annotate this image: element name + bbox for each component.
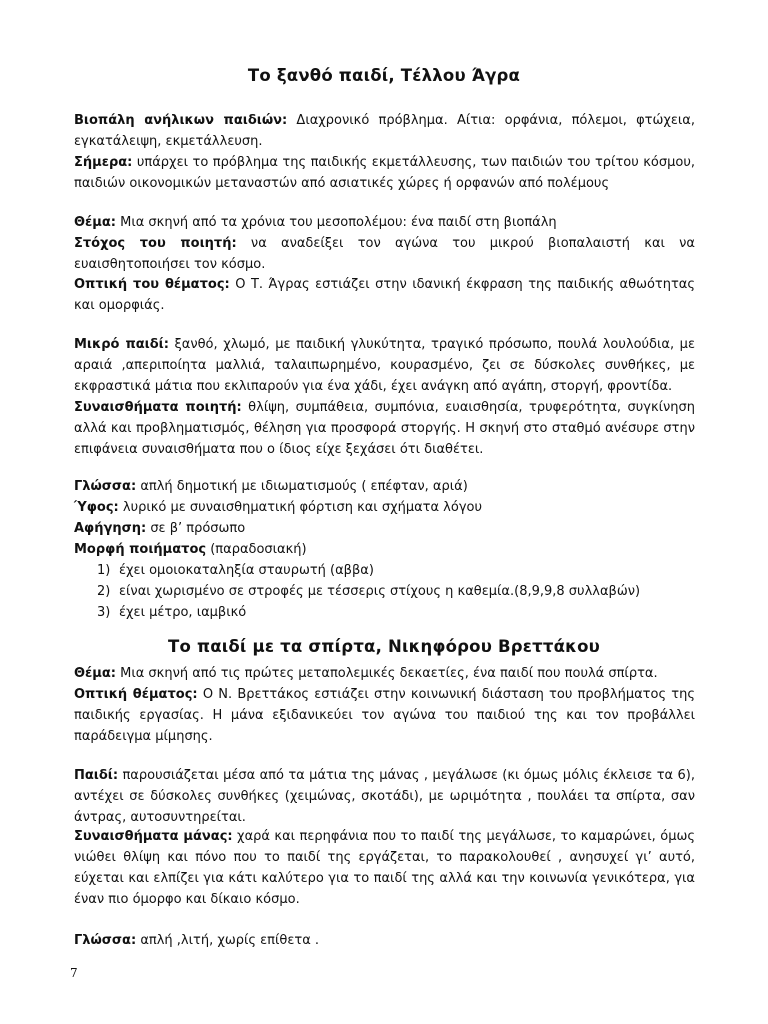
paragraph-text: Ο Ν. Βρεττάκος εστιάζει στην κοινωνική διάσταση του προβλήματος της παιδικής εργασίας. Η μάνα εξιδανικεύει τον αγώνα του παιδιού της και τον προβάλλει παράδειγμα μίμησης. xyxy=(74,687,695,744)
paragraph-synaisthimata-manas xyxy=(74,826,695,910)
paragraph-text: Ο Τ. Άγρας εστιάζει στην ιδανική έκφραση της παιδικής αθωότητας και ομορφιάς. xyxy=(74,277,696,313)
paragraph-label: Στόχος του ποιητή: xyxy=(74,236,237,251)
section-title-xantho-paidi: Το ξανθό παιδί, Τέλλου Άγρα xyxy=(247,66,521,85)
paragraph-text: απλή δημοτική με ιδιωματισμούς ( επέφταν, αριά) xyxy=(136,479,468,494)
paragraph-glossa-2 xyxy=(74,930,695,951)
paragraph-thema xyxy=(74,212,695,233)
paragraph-label: Γλώσσα: xyxy=(74,933,137,948)
paragraph-label: Οπτική θέματος: xyxy=(74,687,198,702)
list-text: είναι χωρισμένο σε στροφές με τέσσερις στίχους η καθεμία.(8,9,9,8 συλλαβών) xyxy=(119,584,641,599)
paragraph-text: ξανθό, χλωμό, με παιδική γλυκύτητα, τραγικό πρόσωπο, πουλά λουλούδια, με αραιά ,απεριποίητα μαλλιά, ταλαιπωρημένο, κουρασμένο, ζει σε δύσκολες συνθήκες, με εκφραστικά μάτια που εκλιπαρούν για ένα χάδι, έχει ανάγκη από αγάπη, στοργή, φροντίδα. xyxy=(74,337,695,394)
paragraph-label: Ύφος: xyxy=(74,500,119,515)
paragraph-thema-2 xyxy=(74,663,695,684)
paragraph-label: Συναισθήματα μάνας: xyxy=(74,829,233,844)
paragraph-label: Μικρό παιδί: xyxy=(74,337,169,352)
section-title-paidi-me-ta-spirta: Το παιδί με τα σπίρτα, Νικηφόρου Βρεττάκου xyxy=(168,637,600,656)
paragraph-viopali xyxy=(74,110,695,152)
paragraph-optiki xyxy=(74,274,695,316)
paragraph-afigisi xyxy=(74,518,695,539)
paragraph-paidi xyxy=(74,765,695,828)
page-number: 7 xyxy=(70,966,78,980)
paragraph-label: Θέμα: xyxy=(74,666,116,681)
paragraph-optiki-2 xyxy=(74,684,695,747)
paragraph-yfos xyxy=(74,497,695,518)
list-number: 1) xyxy=(97,563,111,578)
list-number: 3) xyxy=(97,605,111,620)
paragraph-stochos xyxy=(74,233,695,275)
paragraph-label: Οπτική του θέματος: xyxy=(74,277,230,292)
paragraph-text: θλίψη, συμπάθεια, συμπόνια, ευαισθησία, τρυφερότητα, συγκίνηση αλλά και προβληματισμός, θέληση για προσφορά στοργής. Η σκηνή στο σταθμό ανέσυρε στην επιφάνεια συναισθήματα που ο ίδιος είχε ξεχάσει ότι διαθέτει. xyxy=(74,400,695,457)
paragraph-text: (παραδοσιακή) xyxy=(206,542,307,557)
paragraph-label: Παιδί: xyxy=(74,768,119,783)
paragraph-label: Βιοπάλη ανήλικων παιδιών: xyxy=(74,113,288,128)
list-item xyxy=(97,560,697,581)
paragraph-glossa xyxy=(74,476,695,497)
paragraph-morfi xyxy=(74,539,695,560)
paragraph-text: Μια σκηνή από τις πρώτες μεταπολεμικές δεκαετίες, ένα παιδί που πουλά σπίρτα. xyxy=(115,666,658,681)
paragraph-text: παρουσιάζεται μέσα από τα μάτια της μάνας , μεγάλωσε (κι όμως μόλις έκλεισε τα 6), αντέχει σε δύσκολες συνθήκες (χειμώνας, σκοτάδι), με ωριμότητα , πουλάει τα σπίρτα, σαν άντρας, αυτοσυντηρείται. xyxy=(74,768,695,825)
paragraph-text: υπάρχει το πρόβλημα της παιδικής εκμετάλλευσης, των παιδιών του τρίτου κόσμου, παιδιών οικονομικών μεταναστών από ασιατικές χώρες ή ορφανών από πολέμους xyxy=(74,155,695,191)
paragraph-label: Μορφή ποιήματος xyxy=(74,542,207,557)
paragraph-text: να αναδείξει τον αγώνα του μικρού βιοπαλαιστή και να ευαισθητοποιήσει τον κόσμο. xyxy=(74,236,695,272)
paragraph-text: λυρικό με συναισθηματική φόρτιση και σχήματα λόγου xyxy=(118,500,483,515)
list-text: έχει μέτρο, ιαμβικό xyxy=(119,605,247,620)
paragraph-text: Διαχρονικό πρόβλημα. Αίτια: ορφάνια, πόλεμοι, φτώχεια, εγκατάλειψη, εκμετάλλευση. xyxy=(74,113,695,149)
list-number: 2) xyxy=(97,584,111,599)
paragraph-label: Γλώσσα: xyxy=(74,479,137,494)
paragraph-text: απλή ,λιτή, χωρίς επίθετα . xyxy=(136,933,320,948)
paragraph-text: σε β’ πρόσωπο xyxy=(146,521,246,536)
list-item xyxy=(97,581,697,602)
paragraph-label: Θέμα: xyxy=(74,215,116,230)
list-item xyxy=(97,602,697,623)
paragraph-mikro-paidi xyxy=(74,334,695,397)
paragraph-synaisthimata-poiiti xyxy=(74,397,695,460)
paragraph-label: Σήμερα: xyxy=(74,155,133,170)
paragraph-simera xyxy=(74,152,695,194)
paragraph-label: Αφήγηση: xyxy=(74,521,147,536)
list-text: έχει ομοιοκαταληξία σταυρωτή (αββα) xyxy=(119,563,374,578)
paragraph-text: Μια σκηνή από τα χρόνια του μεσοπολέμου: ένα παιδί στη βιοπάλη xyxy=(115,215,557,230)
paragraph-text: χαρά και περηφάνια που το παιδί της μεγάλωσε, το καμαρώνει, όμως νιώθει θλίψη και πόνο που το παιδί της εργάζεται, το παρακολουθεί , ανησυχεί γι’ αυτό, εύχεται και ελπίζει για κάτι καλύτερο για το παιδί της αλλά και την κοινωνία γενικότερα, για έναν πιο όμορφο και δίκαιο κόσμο. xyxy=(74,829,695,907)
paragraph-label: Συναισθήματα ποιητή: xyxy=(74,400,242,415)
